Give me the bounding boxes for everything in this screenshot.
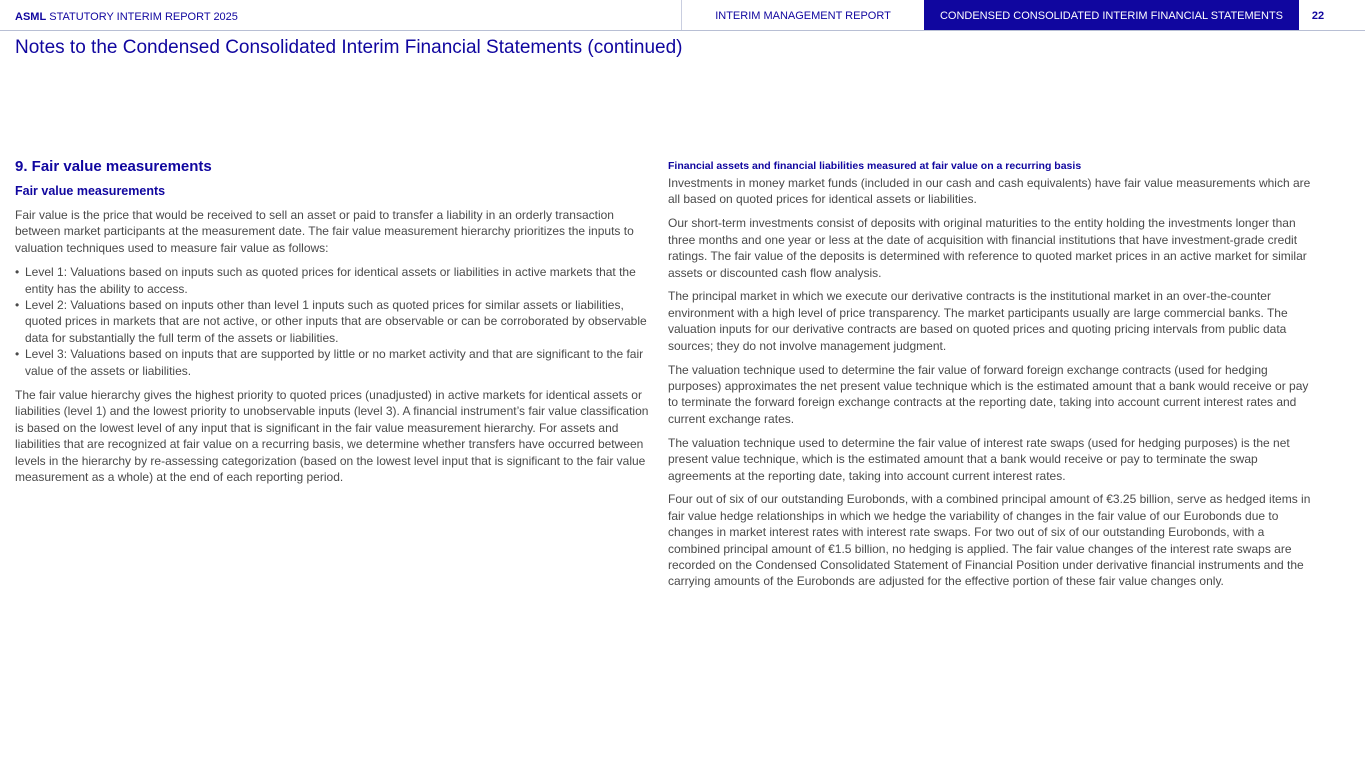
- paragraph: Our short-term investments consist of deposits with original maturities to the entity holding the investments longer than three months and one year or less at the date of acquisition with financial institutions that have investment-grade credit ratings. The fair value of the deposits is determined with reference to quoted market prices in an active market for similar assets or discounted cash flow analysis.: [668, 216, 1307, 280]
- nav-interim-management-report[interactable]: INTERIM MANAGEMENT REPORT: [715, 10, 891, 22]
- closing-paragraph: The fair value hierarchy gives the highest priority to quoted prices (unadjusted) in active markets for identical assets or liabilities (level 1) and the lowest priority to unobservable inputs (level 3). A financial instrument’s fair value classification is based on the lowest level of any input that is significant in the fair value measurement hierarchy. For assets and liabilities that are recognized at fair value on a recurring basis, we determine whether transfers have occurred between levels in the hierarchy by re-assessing categorization (based on the lowest level input that is significant to the fair value measurement as a whole) at the end of each reporting period.: [15, 388, 649, 485]
- paragraph: The valuation technique used to determine the fair value of interest rate swaps (used for hedging purposes) is the net present value technique, which is the estimated amount that a bank would receive or pay to terminate the swap agreements at the reporting date, taking into account current interest rates.: [668, 435, 1290, 483]
- level-list: [15, 264, 655, 379]
- nav-condensed-financial-statements[interactable]: CONDENSED CONSOLIDATED INTERIM FINANCIAL STATEMENTS: [924, 0, 1299, 30]
- paragraph: The principal market in which we execute our derivative contracts is the institutional market in an over-the-counter environment with a high level of price transparency. The market participants usually are large commercial banks. The valuation inputs for our derivative contracts are based on quoted prices and quoting pricing intervals from public data sources; they do not involve management judgment.: [668, 289, 1288, 353]
- left-column: [15, 158, 655, 486]
- paragraph: Four out of six of our outstanding Eurobonds, with a combined principal amount of €3.25 billion, serve as hedged items in fair value hedge relationships in which we hedge the variability of changes in the fair value of our Eurobonds due to changes in market interest rates with interest rate swaps. For two out of six of our outstanding Eurobonds, with a combined principal amount of €1.5 billion, no hedging is applied. The fair value changes of the interest rate swaps are recorded on the Condensed Consolidated Statement of Financial Position under derivative financial instruments and the carrying amounts of the Eurobonds are adjusted for the effective portion of these fair value changes only.: [668, 492, 1311, 589]
- right-column: [668, 158, 1313, 590]
- list-item: • Level 1: Valuations based on inputs such as quoted prices for identical assets or liabilities in active markets that the entity has the ability to access.: [15, 264, 655, 297]
- list-item: • Level 2: Valuations based on inputs other than level 1 inputs such as quoted prices for similar assets or liabilities, quoted prices in markets that are not active, or other inputs that are observable or can be corroborated by observable data for substantially the full term of the assets or liabilities.: [15, 297, 655, 346]
- recurring-basis-heading: Financial assets and financial liabilities measured at fair value on a recurring basis: [668, 160, 1082, 172]
- section-title: 9. Fair value measurements: [15, 158, 212, 175]
- brand-report-title: STATUTORY INTERIM REPORT 2025: [46, 11, 238, 23]
- intro-paragraph: Fair value is the price that would be received to sell an asset or paid to transfer a liability in an orderly transaction between market participants at the measurement date. The fair value measurement hierarchy prioritizes the inputs to valuation techniques used to measure fair value as follows:: [15, 208, 634, 255]
- top-navigation-bar: [0, 0, 1365, 31]
- list-item: • Level 3: Valuations based on inputs that are supported by little or no market activity and that are significant to the fair value of the assets or liabilities.: [15, 346, 655, 379]
- brand-asml: ASML: [15, 11, 47, 23]
- subheading: Fair value measurements: [15, 184, 166, 198]
- paragraph: Investments in money market funds (included in our cash and cash equivalents) have fair value measurements which are all based on quoted prices for identical assets or liabilities.: [668, 176, 1311, 207]
- report-brand: [15, 11, 238, 23]
- page-number: 22: [1311, 10, 1325, 22]
- paragraph: The valuation technique used to determine the fair value of forward foreign exchange contracts (used for hedging purposes) approximates the net present value technique which is the estimated amount that a bank would receive or pay to terminate the forward foreign exchange contracts at the reporting date, taking into account current interest rates and current exchange rates.: [668, 362, 1309, 426]
- page-title: Notes to the Condensed Consolidated Interim Financial Statements (continued): [15, 37, 683, 58]
